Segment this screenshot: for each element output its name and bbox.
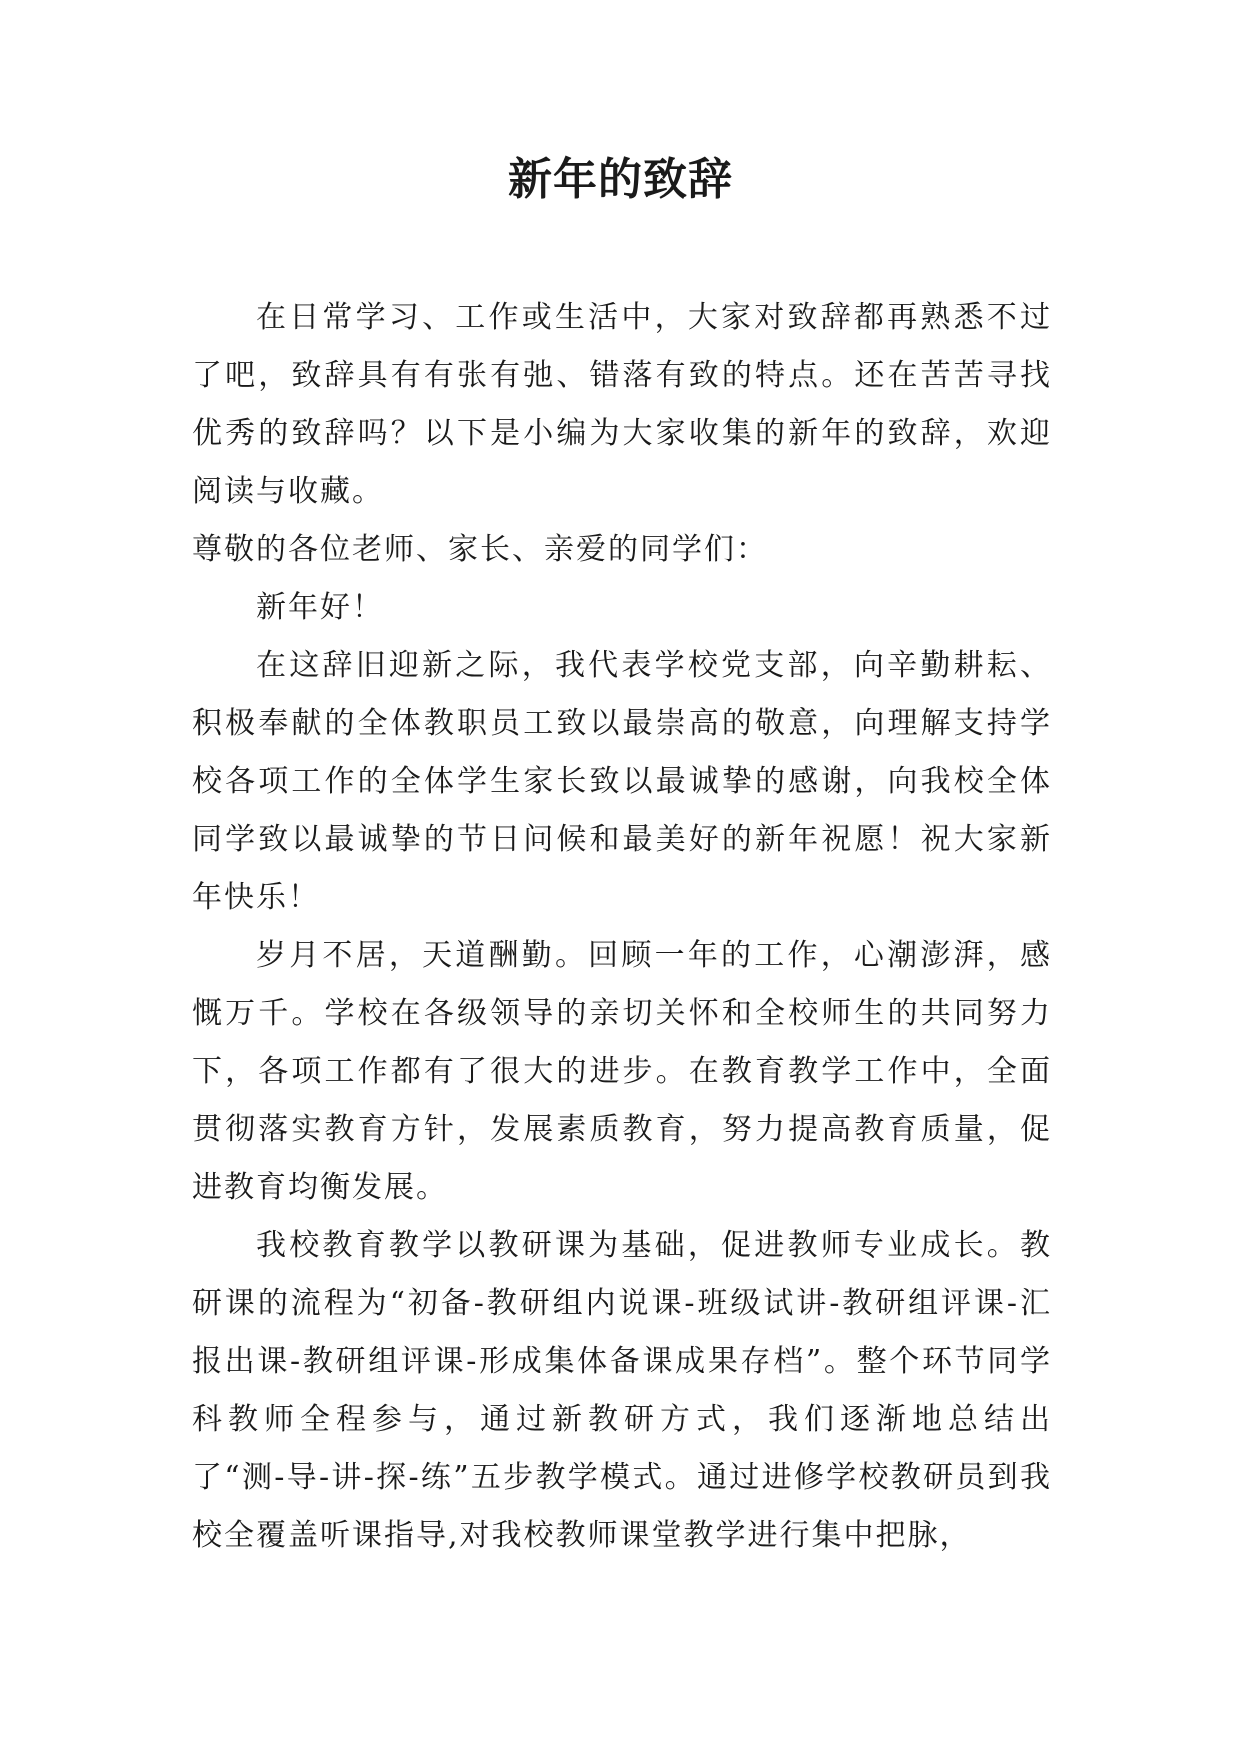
document-body [192,289,1052,1565]
body-paragraph: 我校教育教学以教研课为基础，促进教师专业成长。教研课的流程为“初备-教研组内说课-班级试讲-教研组评课-汇报出课-教研组评课-形成集体备课成果存档”。整个环节同学科教师全程参与，通过新教研方式，我们逐渐地总结出了“测-导-讲-探-练”五步教学模式。通过进修学校教研员到我校全覆盖听课指导,对我校教师课堂教学进行集中把脉， [192,1228,1052,1553]
salutation-line: 尊敬的各位老师、家长、亲爱的同学们： [192,532,768,567]
intro-paragraph: 在日常学习、工作或生活中，大家对致辞都再熟悉不过了吧，致辞具有有张有弛、错落有致的特点。还在苦苦寻找优秀的致辞吗？以下是小编为大家收集的新年的致辞，欢迎阅读与收藏。 [192,300,1052,509]
body-paragraph: 岁月不居，天道酬勤。回顾一年的工作，心潮澎湃，感慨万千。学校在各级领导的亲切关怀和全校师生的共同努力下，各项工作都有了很大的进步。在教育教学工作中，全面贯彻落实教育方针，发展素质教育，努力提高教育质量，促进教育均衡发展。 [192,938,1052,1205]
greeting-line: 新年好！ [256,590,384,625]
body-paragraph: 在这辞旧迎新之际，我代表学校党支部，向辛勤耕耘、积极奉献的全体教职员工致以最崇高的敬意，向理解支持学校各项工作的全体学生家长致以最诚挚的感谢，向我校全体同学致以最诚挚的节日问候和最美好的新年祝愿！祝大家新年快乐！ [192,648,1052,915]
document-title: 新年的致辞 [508,154,733,205]
